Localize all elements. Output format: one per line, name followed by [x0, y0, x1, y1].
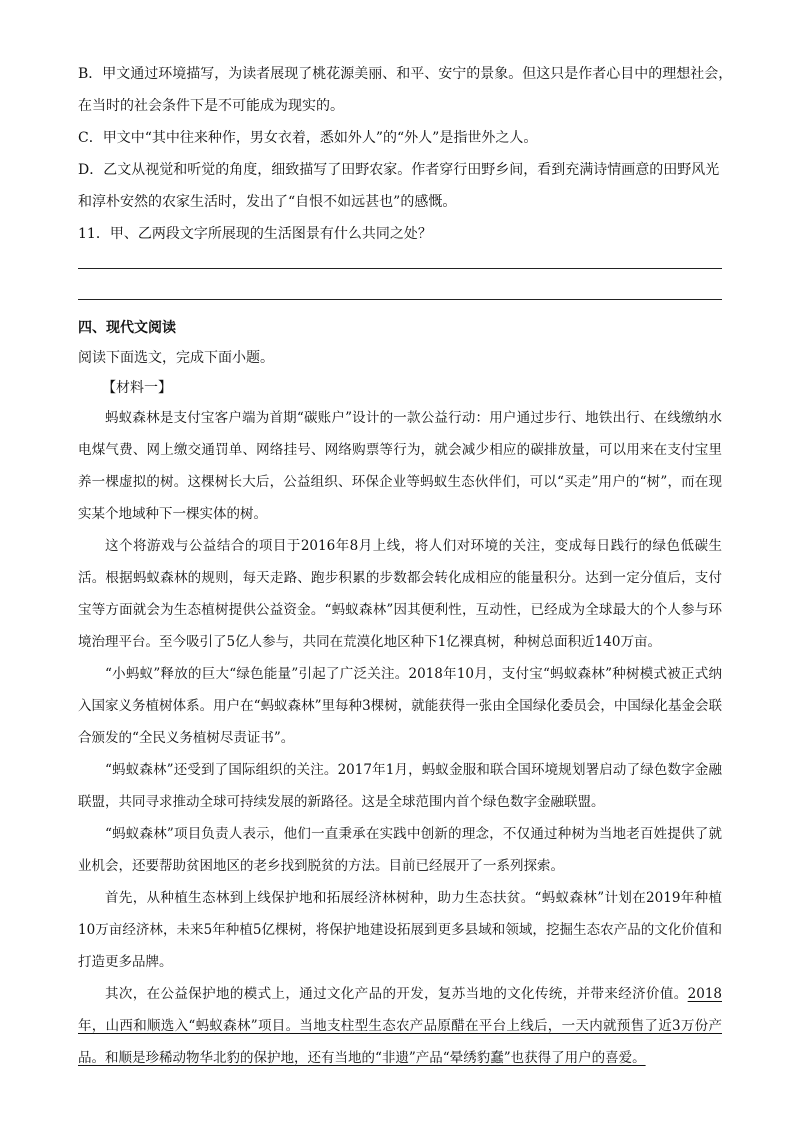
paragraph-4: “蚂蚁森林”还受到了国际组织的关注。2017年1月，蚂蚁金服和联合国环境规划署启动了绿色数字金融联盟，共同寻求推动全球可持续发展的新路径。这是全球范围内首个绿色数字金融联盟。	[78, 762, 722, 810]
option-c-line-1: C．甲文中“其中往来种作，男女衣着，悉如外人”的“外人”是指世外之人。	[78, 130, 538, 146]
paragraph-7-underlined: 2018年，山西和顺选入“蚂蚁森林”项目。当地支柱型生态农产品原醋在平台上线后，一天内就预售了近3万份产品。和顺是珍稀动物华北豹的保护地，还有当地的“非遗”产品“晕绣豹蠢”也获得了用户的喜爱。	[78, 986, 722, 1066]
answer-line-1	[78, 268, 722, 269]
paragraph-1: 蚂蚁森林是支付宝客户端为首期“碳账户”设计的一款公益行动：用户通过步行、地铁出行、在线缴纳水电煤气费、网上缴交通罚单、网络挂号、网络购票等行为，就会减少相应的碳排放量，可以用来在支付宝里养一棵虚拟的树。这棵树长大后，公益组织、环保企业等蚂蚁生态伙伴们，可以“买走”用户的“树”，而在现实某个地域种下一棵实体的树。	[78, 410, 722, 522]
material-label: 【材料一】	[102, 380, 172, 396]
option-b-line-2: 在当时的社会条件下是不可能成为现实的。	[78, 98, 344, 114]
paragraph-7-plain: 其次，在公益保护地的模式上，通过文化产品的开发，复苏当地的文化传统，并带来经济价值。	[105, 986, 688, 1002]
paragraph-5: “蚂蚁森林”项目负责人表示，他们一直秉承在实践中创新的理念，不仅通过种树为当地老百姓提供了就业机会，还要帮助贫困地区的老乡找到脱贫的方法。目前已经展开了一系列探索。	[78, 826, 722, 874]
section-title: 四、现代文阅读	[78, 320, 176, 336]
paragraph-2: 这个将游戏与公益结合的项目于2016年8月上线，将人们对环境的关注，变成每日践行的绿色低碳生活。根据蚂蚁森林的规则，每天走路、跑步积累的步数都会转化成相应的能量积分。达到一定分值后，支付宝等方面就会为生态植树提供公益资金。“蚂蚁森林”因其便利性，互动性，已经成为全球最大的个人参与环境治理平台。至今吸引了5亿人参与，共同在荒漠化地区种下1亿裸真树，种树总面积近140万亩。	[78, 538, 722, 650]
option-d-line-2: 和淳朴安然的农家生活时，发出了“自恨不如远甚也”的感慨。	[78, 194, 457, 210]
answer-line-2	[78, 299, 722, 300]
paragraph-6: 首先，从种植生态林到上线保护地和拓展经济林树种，助力生态扶贫。“蚂蚁森林”计划在2019年种植10万亩经济林，未来5年种植5亿棵树，将保护地建设拓展到更多县域和领域，挖掘生态农产品的文化价值和打造更多品牌。	[78, 890, 722, 970]
document-page	[78, 0, 733, 1123]
question-11: 11．甲、乙两段文字所展现的生活图景有什么共同之处？	[78, 226, 432, 242]
paragraph-3: “小蚂蚁”释放的巨大“绿色能量”引起了广泛关注。2018年10月，支付宝“蚂蚁森林”种树模式被正式纳入国家义务植树体系。用户在“蚂蚁森林”里每种3棵树，就能获得一张由全国绿化委员会，中国绿化基金会联合颁发的“全民义务植树尽责证书”。	[78, 666, 722, 746]
option-d-line-1: D．乙文从视觉和听觉的角度，细致描写了田野农家。作者穿行田野乡间，看到充满诗情画意的田野风光	[78, 162, 720, 178]
option-b-line-1: B．甲文通过环境描写，为读者展现了桃花源美丽、和平、安宁的景象。但这只是作者心目中的理想社会，	[78, 66, 733, 82]
paragraph-7	[78, 978, 722, 1074]
section-instruction: 阅读下面选文，完成下面小题。	[78, 350, 274, 366]
